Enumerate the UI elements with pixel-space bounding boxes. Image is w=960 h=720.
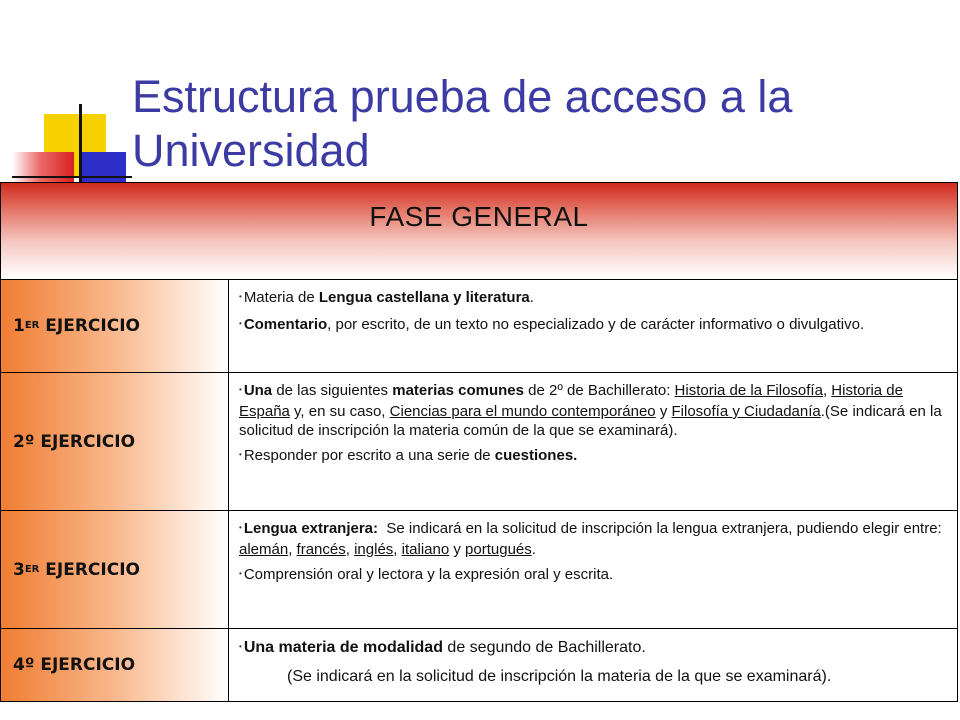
decorative-blue-square	[82, 152, 126, 186]
table-row-exercise-1	[1, 279, 957, 372]
list-item	[239, 446, 947, 467]
text-span: Responder por escrito a una serie de	[243, 447, 495, 464]
list-item	[239, 315, 947, 336]
language-option: inglés	[354, 541, 394, 558]
bold-span: Comentario	[243, 316, 328, 333]
bold-span: materias comunes	[392, 382, 524, 399]
exercise-2-label: 2º EJERCICIO	[1, 373, 229, 510]
list-item	[239, 288, 947, 309]
text-span: de las siguientes	[272, 382, 393, 399]
text-span: .	[529, 289, 534, 306]
language-option: italiano	[401, 541, 450, 558]
exercise-3-word: EJERCICIO	[39, 559, 140, 580]
exercise-3-content	[229, 511, 957, 628]
text-span: de segundo de Bachillerato.	[442, 639, 646, 656]
exam-structure-table	[0, 182, 958, 702]
table-header-row	[1, 183, 957, 279]
exercise-4-content	[229, 629, 957, 701]
list-item	[239, 519, 947, 559]
exercise-2-content	[229, 373, 957, 510]
language-option: portugués	[465, 541, 532, 558]
separator: ,	[393, 541, 402, 558]
text-span: de 2º de Bachillerato:	[523, 382, 675, 399]
header-text: FASE GENERAL	[369, 201, 589, 232]
bold-span: Lengua extranjera:	[243, 520, 379, 537]
separator: ,	[288, 541, 297, 558]
list-item	[239, 381, 947, 440]
text-span: .	[531, 541, 536, 558]
bold-span: Lengua castellana y literatura	[318, 289, 530, 306]
bold-span: Una materia de modalidad	[243, 639, 443, 656]
list-item	[239, 637, 947, 660]
table-row-exercise-4	[1, 628, 957, 701]
subject-history-spain: Historia de España	[239, 382, 903, 420]
bold-span: cuestiones.	[494, 447, 578, 464]
note-text: (Se indicará en la solicitud de inscripción la materia de la que se examinará).	[287, 668, 832, 685]
exercise-1-label: 1 ER EJERCICIO	[1, 280, 229, 372]
exercise-3-label: 3 ER EJERCICIO	[1, 511, 229, 628]
text-span: .(Se indicará en la solicitud de inscripción la materia común de la que se examinará).	[239, 403, 942, 439]
subject-history-philosophy: Historia de la Filosofía	[674, 382, 823, 399]
decorative-horizontal-line	[12, 176, 132, 178]
table-row-exercise-3	[1, 510, 957, 628]
table-row-exercise-2	[1, 372, 957, 510]
subject-philosophy-citizenship: Filosofía y Ciudadanía	[671, 403, 821, 420]
text-span: y	[655, 403, 672, 420]
language-option: francés	[296, 541, 346, 558]
exercise-3-number: 3	[13, 559, 25, 580]
text-span: Materia de	[243, 289, 319, 306]
exercise-1-number: 1	[13, 316, 25, 336]
text-span: y, en su caso,	[289, 403, 390, 420]
slide-title: Estructura prueba de acceso a la Universidad	[132, 71, 793, 176]
subject-science-contemporary: Ciencias para el mundo contemporáneo	[389, 403, 656, 420]
exercise-1-word: EJERCICIO	[39, 316, 140, 336]
bold-span: Una	[243, 382, 273, 399]
exercise-4-label: 4º EJERCICIO	[1, 629, 229, 701]
language-option: alemán	[239, 541, 289, 558]
text-span: Se indicará en la solicitud de inscripción la lengua extranjera, pudiendo elegir entre:	[378, 520, 946, 537]
text-span: ,	[822, 382, 832, 399]
decorative-red-gradient-bar	[12, 152, 74, 186]
table-header-cell	[1, 183, 957, 279]
text-span: , por escrito, de un texto no especializado y de carácter informativo o divulgativo.	[327, 316, 865, 333]
separator: ,	[345, 541, 355, 558]
text-span: Comprensión oral y lectora y la expresión oral y escrita.	[243, 566, 614, 583]
separator: y	[449, 541, 466, 558]
list-item	[239, 565, 947, 586]
exercise-1-content	[229, 280, 957, 372]
